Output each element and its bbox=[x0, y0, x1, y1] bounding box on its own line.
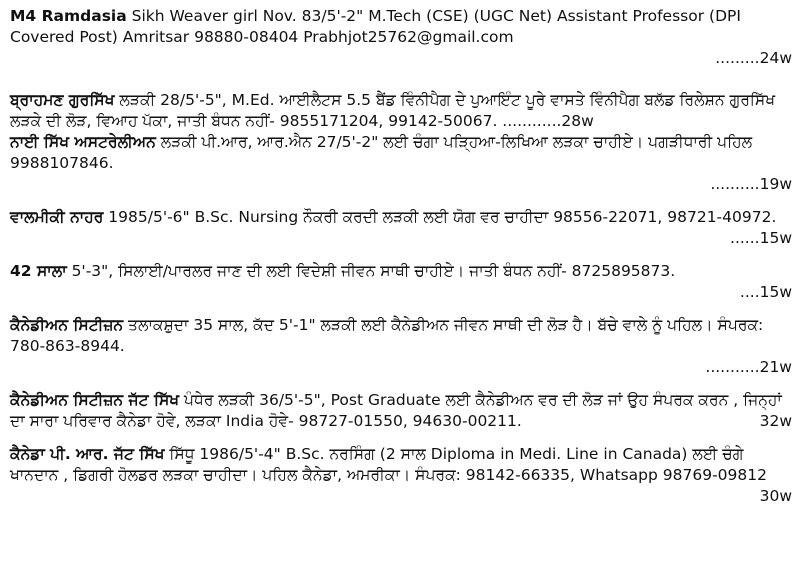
ad-canadian-citizen-jatt-sikh bbox=[10, 390, 792, 432]
ad-text: ਲੜਕੀ 28/5'-5", M.Ed. ਆਈਲੈਟਸ 5.5 ਬੈਂਡ ਵਿੰਨੀਪੈਗ ਦੇ ਪੁਆਇੰਟ ਪੂਰੇ ਵਾਸਤੇ ਵਿੰਨੀਪੈਗ ਬਲੱਡ ਰਿਲੇਸ਼ਨ ਗੁਰਸਿੱਖ ਲੜਕੇ ਦੀ ਲੋੜ, ਵਿਆਹ ਪੱਕਾ, ਜਾਤੀ ਬੰਧਨ ਨਹੀਂ- 9855171204, 99142-50067. ............28w bbox=[10, 91, 776, 130]
ad-brahmin-gursikh bbox=[10, 90, 792, 132]
ad-lead: ਕੈਨੇਡੀਅਨ ਸਿਟੀਜ਼ਨ bbox=[10, 316, 124, 334]
ad-code: ...........21w bbox=[705, 358, 792, 376]
ad-lead: ਕੈਨੇਡੀਅਨ ਸਿਟੀਜ਼ਨ ਜੱਟ ਸਿੱਖ bbox=[10, 391, 180, 409]
ad-canadian-citizen-divorced bbox=[10, 315, 792, 378]
ad-code: ......15w bbox=[730, 229, 792, 247]
ad-code: 30w bbox=[759, 487, 792, 505]
ad-m4-ramdasia bbox=[10, 6, 792, 69]
ad-valmiki-nahar bbox=[10, 207, 792, 249]
ad-code: .........24w bbox=[715, 49, 792, 67]
ad-lead: ਵਾਲਮੀਕੀ ਨਾਹਰ bbox=[10, 208, 104, 226]
ad-text: 1985/5'-6" B.Sc. Nursing ਨੌਕਰੀ ਕਰਦੀ ਲੜਕੀ ਲਈ ਯੋਗ ਵਰ ਚਾਹੀਦਾ 98556-22071, 98721-40972. bbox=[103, 208, 777, 226]
ad-code: 32w bbox=[759, 412, 792, 430]
ad-code: ....15w bbox=[739, 283, 792, 301]
classified-column bbox=[10, 6, 792, 507]
ad-text: Sikh Weaver girl Nov. 83/5'-2" M.Tech (CSE) (UGC Net) Assistant Professor (DPI Covered Post) Amritsar 98880-08404 Prabhjot25762@gmail.com bbox=[10, 7, 741, 46]
ad-lead: M4 Ramdasia bbox=[10, 7, 127, 25]
ad-text: ਪੰਧੇਰ ਲੜਕੀ 36/5'-5", Post Graduate ਲਈ ਕੈਨੇਡੀਅਨ ਵਰ ਦੀ ਲੋੜ ਜਾਂ ਉਹ ਸੰਪਰਕ ਕਰਨ , ਜਿਨ੍ਹਾਂ ਦਾ ਸਾਰਾ ਪਰਿਵਾਰ ਕੈਨੇਡਾ ਹੋਵੇ, ਲੜਕਾ India ਹੋਵੇ- 98727-01550, 94630-00211. bbox=[10, 391, 782, 430]
ad-code: ..........19w bbox=[710, 175, 792, 193]
ad-text: ਲੜਕੀ ਪੀ.ਆਰ, ਆਰ.ਐਨ 27/5'-2" ਲਈ ਚੰਗਾ ਪੜ੍ਹਿਆ-ਲਿਖਿਆ ਲੜਕਾ ਚਾਹੀਏ। ਪਗੜੀਧਾਰੀ ਪਹਿਲ 9988107846. bbox=[10, 133, 753, 172]
ad-42-years bbox=[10, 261, 792, 303]
ad-canada-pr-jatt-sikh bbox=[10, 444, 792, 507]
ad-nai-sikh-australian bbox=[10, 132, 792, 195]
ad-lead: ਨਾਈ ਸਿੱਖ ਅਸਟਰੇਲੀਅਨ bbox=[10, 133, 156, 151]
ad-text: 5'-3", ਸਿਲਾਈ/ਪਾਰਲਰ ਜਾਣ ਦੀ ਲਈ ਵਿਦੇਸ਼ੀ ਜੀਵਨ ਸਾਥੀ ਚਾਹੀਏ। ਜਾਤੀ ਬੰਧਨ ਨਹੀਂ- 8725895873. bbox=[66, 262, 676, 280]
ad-lead: 42 ਸਾਲਾ bbox=[10, 262, 67, 280]
ad-lead: ਬ੍ਰਾਹਮਣ ਗੁਰਸਿੱਖ bbox=[10, 91, 115, 109]
ad-lead: ਕੈਨੇਡਾ ਪੀ. ਆਰ. ਜੱਟ ਸਿੱਖ bbox=[10, 445, 165, 463]
ad-text: ਤਲਾਕਸ਼ੁਦਾ 35 ਸਾਲ, ਕੱਦ 5'-1" ਲੜਕੀ ਲਈ ਕੈਨੇਡੀਅਨ ਜੀਵਨ ਸਾਥੀ ਦੀ ਲੋੜ ਹੈ। ਬੱਚੇ ਵਾਲੇ ਨੂੰ ਪਹਿਲ। ਸੰਪਰਕ: 780-863-8944. bbox=[10, 316, 764, 355]
ad-text: ਸਿੱਧੂ 1986/5'-4" B.Sc. ਨਰਸਿੰਗ (2 ਸਾਲ Diploma in Medi. Line in Canada) ਲਈ ਚੰਗੇ ਖਾਨਦਾਨ , ਡਿਗਰੀ ਹੋਲਡਰ ਲੜਕਾ ਚਾਹੀਦਾ। ਪਹਿਲ ਕੈਨੇਡਾ, ਅਮਰੀਕਾ। ਸੰਪਰਕ: 98142-66335, Whatsapp 98769-09812 bbox=[10, 445, 767, 484]
